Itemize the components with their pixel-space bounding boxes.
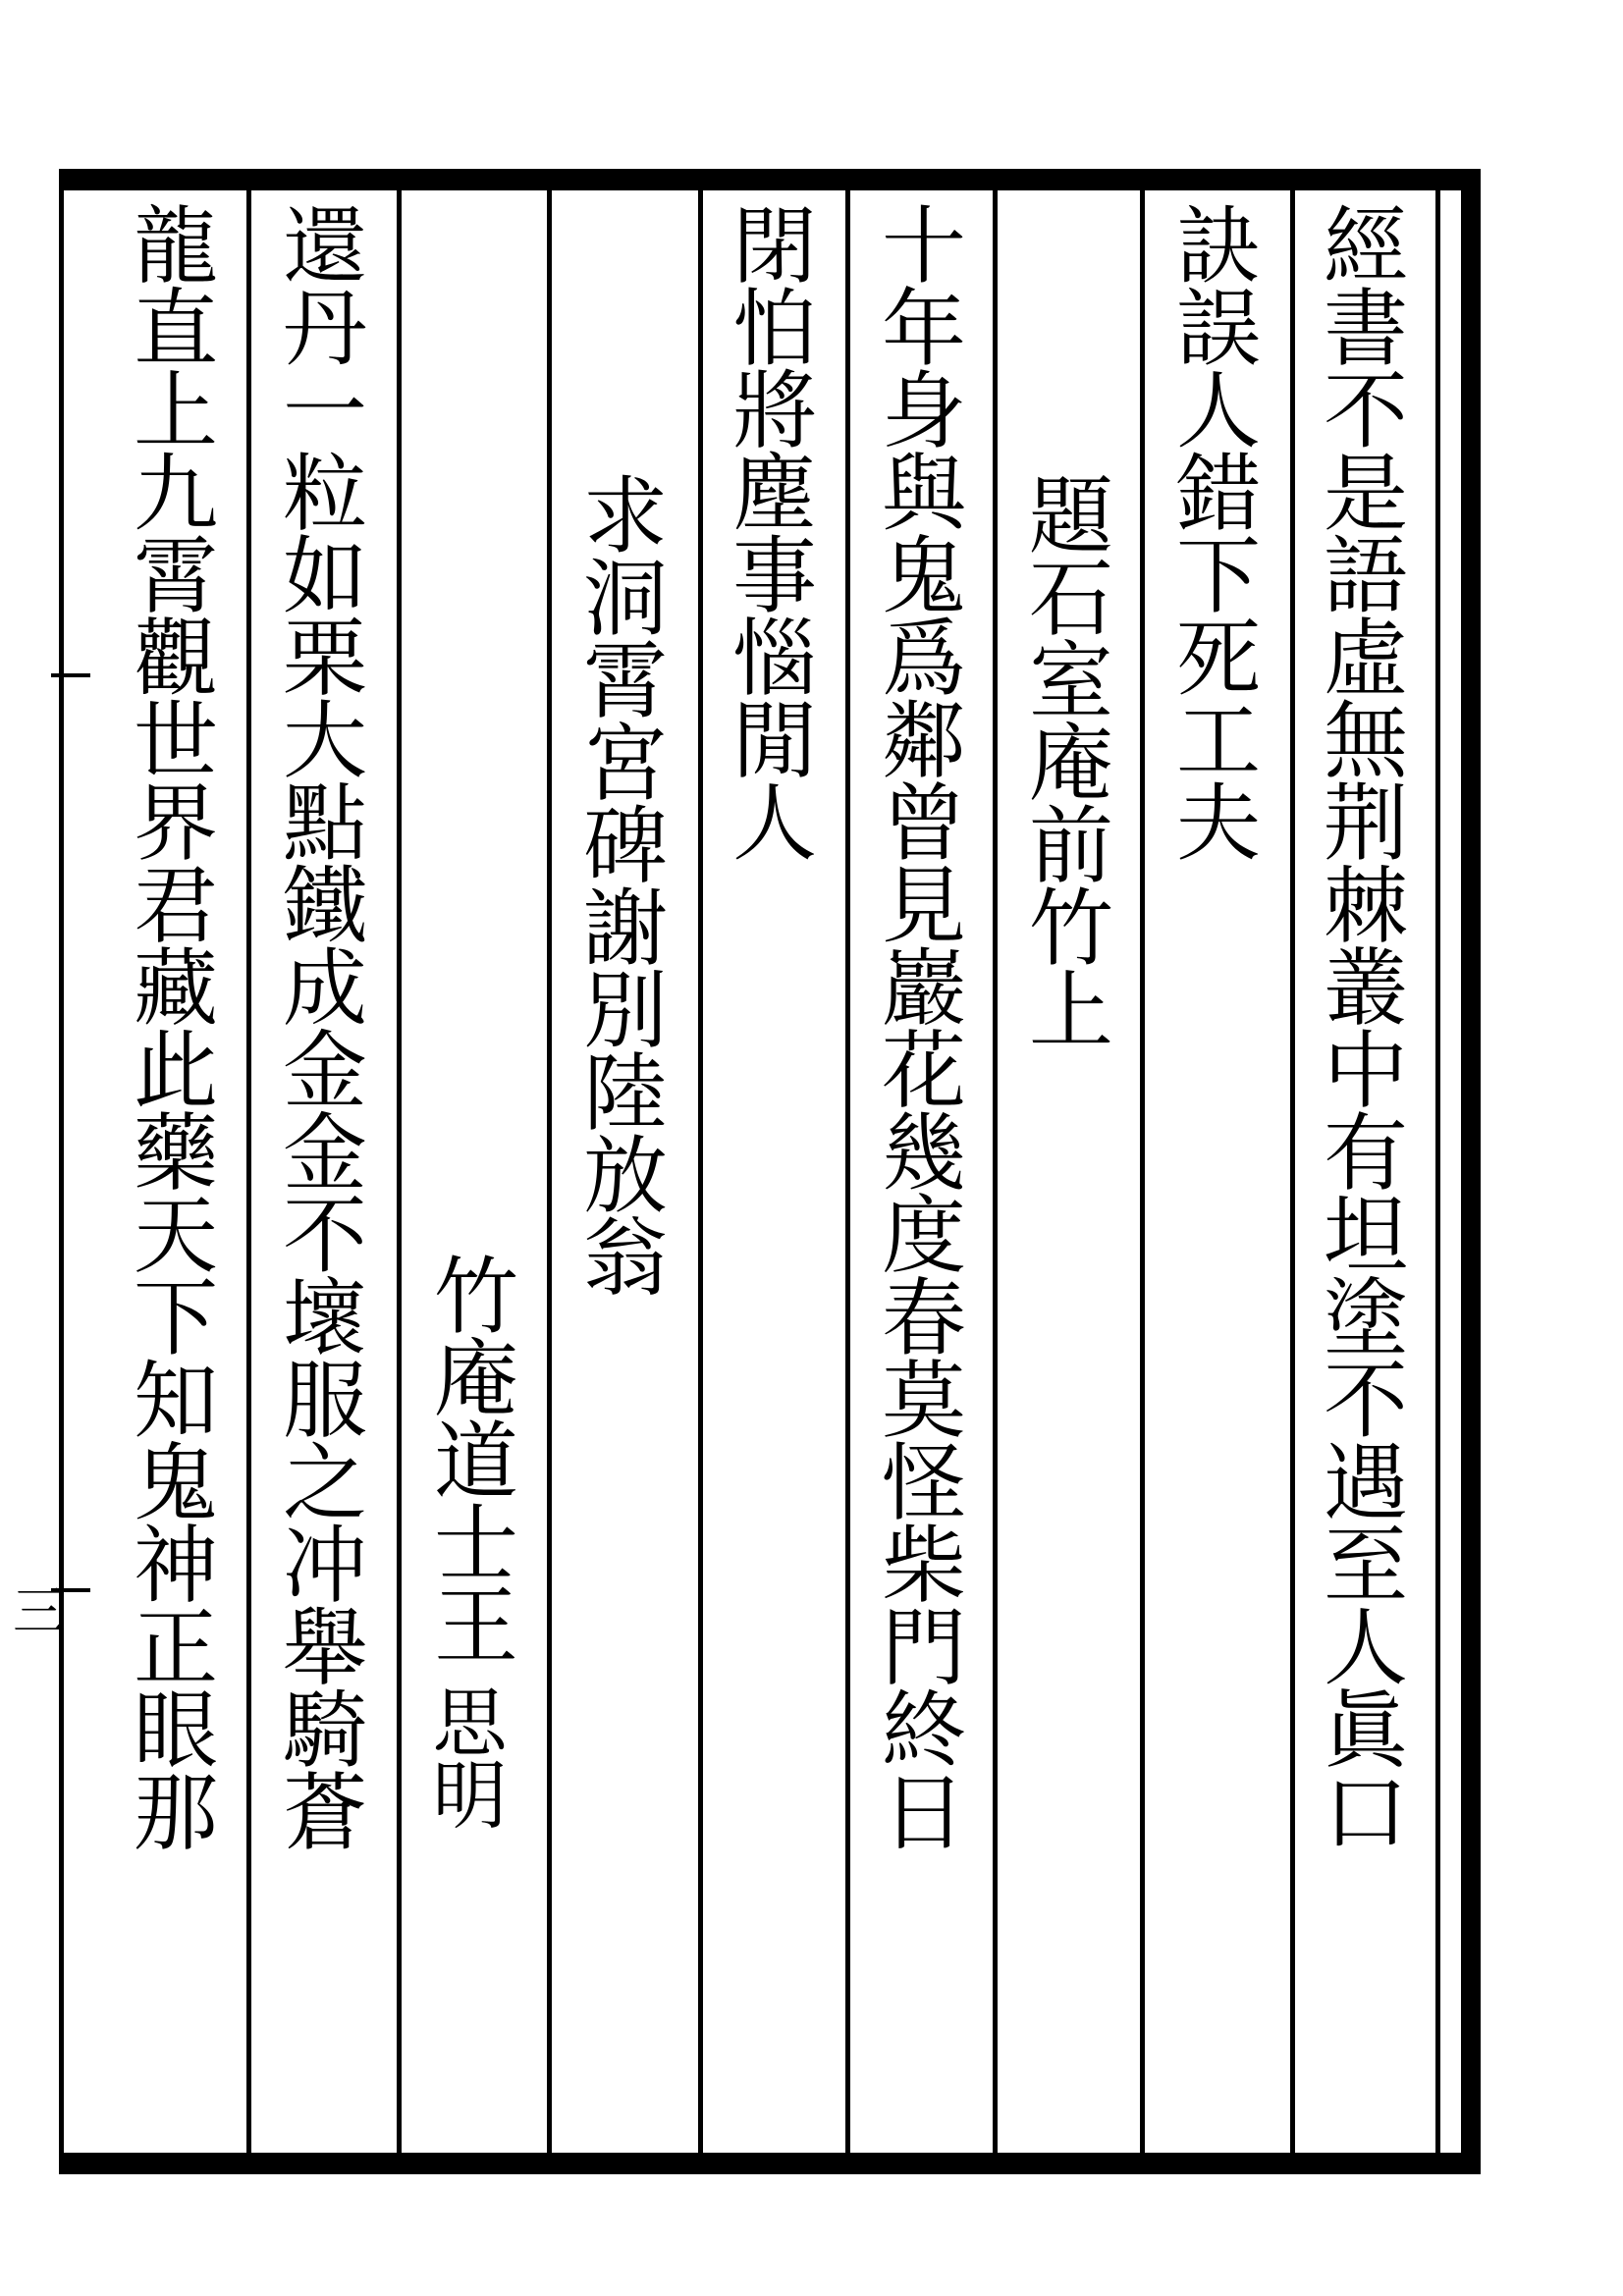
poem-title-1: 題石室庵前竹上: [1014, 471, 1112, 1048]
text-column-2: 訣誤人錯下死工夫: [1162, 201, 1260, 861]
text-column-5: 閉怕將塵事惱閒人: [718, 201, 816, 861]
top-border: [59, 169, 1481, 190]
column-rule: [1290, 187, 1295, 2158]
author-name: 竹庵道士王: [419, 1252, 517, 1664]
column-rule: [547, 187, 552, 2158]
text-column-8: 還丹一粒如栗大點鐵成金金不壞服之冲舉騎蒼: [268, 201, 366, 1850]
column-rule: [698, 187, 703, 2158]
column-rule: [246, 187, 251, 2158]
column-rule: [1140, 187, 1145, 2158]
page-number: 三: [13, 1580, 66, 1642]
author-given-name: 思明: [420, 1683, 508, 1829]
bottom-border: [59, 2153, 1481, 2174]
fishtail-mark: [51, 673, 90, 677]
right-inner-border: [1435, 169, 1440, 2174]
poem-title-2: 求洞霄宮碑謝別陸放翁: [568, 471, 667, 1296]
column-rule: [993, 187, 998, 2158]
column-rule: [397, 187, 402, 2158]
text-column-9: 龍直上九霄觀世界君藏此藥天下知鬼神正眼那: [119, 201, 217, 1850]
text-column-1: 經書不是語虛無荆棘叢中有坦塗不遇至人眞口: [1309, 201, 1407, 1850]
column-rule: [845, 187, 850, 2158]
text-column-4: 十年身與鬼爲鄰曾見巖花幾度春莫怪柴門終日: [867, 201, 965, 1850]
right-outer-border: [1461, 169, 1481, 2174]
left-border: [59, 169, 64, 2174]
